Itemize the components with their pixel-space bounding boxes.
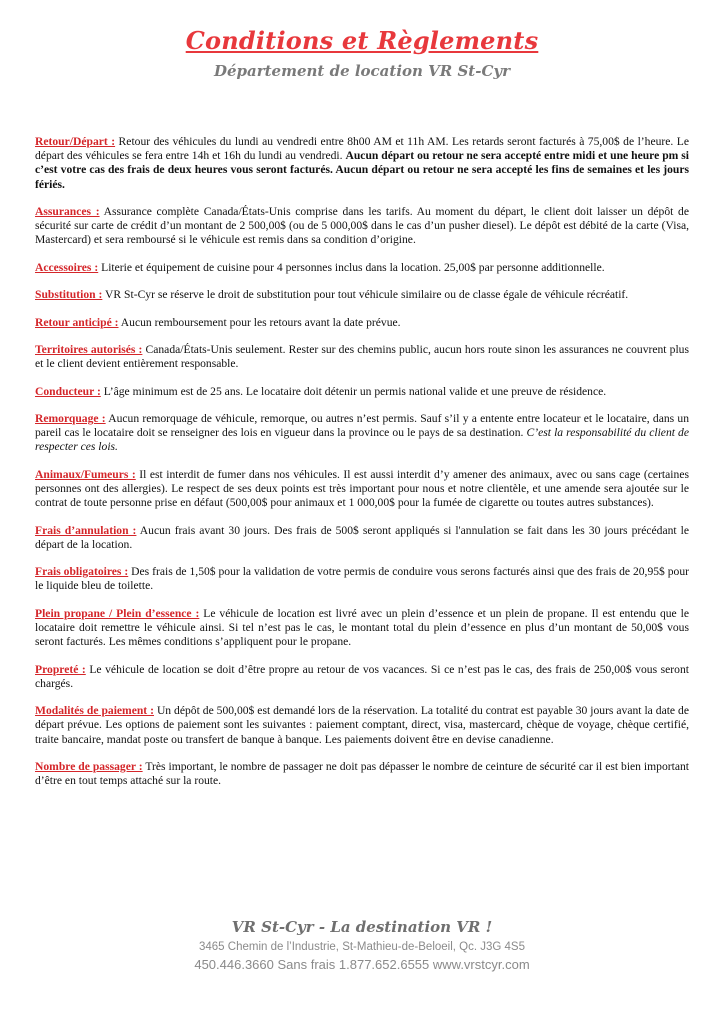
section-label: Accessoires : xyxy=(35,260,99,274)
section-text: Très important, le nombre de passager ne doit pas dépasser le nombre de ceinture de sécurité car il est bien important d’être en tout temps attaché sur la route. xyxy=(35,759,690,788)
section-modalites-paiement xyxy=(35,704,689,747)
section-assurances xyxy=(35,205,689,248)
section-label: Nombre de passager : xyxy=(35,759,143,773)
section-retour-depart xyxy=(35,135,689,192)
section-label: Conducteur : xyxy=(35,384,101,398)
section-label: Animaux/Fumeurs : xyxy=(35,467,136,481)
section-label: Frais obligatoires : xyxy=(35,565,129,579)
section-frais-annulation xyxy=(35,524,689,552)
footer-address: 3465 Chemin de l’Industrie, St-Mathieu-de-Beloeil, Qc. J3G 4S5 xyxy=(199,941,525,953)
section-text: Assurance complète Canada/États-Unis comprise dans les tarifs. Au moment du départ, le client doit laisser un dépôt de sécurité sur carte de crédit d’un montant de 2 500,00$ (ou de 5 000,00$ dans le cas d’un pusher diesel). Le dépôt est débité de la carte (Visa, Mastercard) et sera remboursé si le véhicule est remis dans sa condition d’origine. xyxy=(35,205,689,247)
section-text: Le véhicule de location se doit d’être propre au retour de vos vacances. Si ce n’est pas le cas, des frais de 250,00$ vous seront chargés. xyxy=(35,662,689,690)
footer-tagline: VR St-Cyr - La destination VR ! xyxy=(231,918,493,936)
section-text: Le véhicule de location est livré avec un plein d’essence et un plein de propane. Il est entendu que le locataire doit remettre le véhicule ainsi. Si tel n’est pas le cas, le montant total du plein d’essence en plus d’un montant de 50,00$ vous seront facturés. Les mêmes conditions s’appliquent pour le propane. xyxy=(35,606,689,649)
section-label: Territoires autorisés : xyxy=(35,342,143,356)
section-label: Remorquage : xyxy=(35,411,106,425)
section-label: Retour/Départ : xyxy=(35,135,116,148)
section-frais-obligatoires xyxy=(35,565,689,593)
section-proprete xyxy=(35,663,689,691)
footer-contact: 450.446.3660 Sans frais 1.877.652.6555 www.vrstcyr.com xyxy=(194,957,530,972)
section-text: Aucun frais avant 30 jours. Des frais de 500$ seront appliqués si l'annulation se fait dans les 30 jours précédant le départ de la location. xyxy=(35,523,689,551)
section-text: Aucun remorquage de véhicule, remorque, ou autres n’est permis. Sauf s’il y a entente entre locateur et le locataire, dans un pareil cas le locataire doit se renseigner des lois en vigueur dans la province ou le pays de sa destination. xyxy=(35,411,689,440)
section-text: Retour des véhicules du lundi au vendredi entre 8h00 AM et 11h AM. Les retards seront facturés à 75,00$ de l’heure. Le départ des véhicules se fera entre 14h et 16h du lundi au vendredi. xyxy=(35,135,689,163)
section-text: Des frais de 1,50$ pour la validation de votre permis de conduire vous serons facturés ainsi que des frais de 20,95$ pour le liquide bleu de toilette. xyxy=(35,565,690,593)
section-substitution xyxy=(35,288,689,302)
section-text: Il est interdit de fumer dans nos véhicules. Il est aussi interdit d’y amener des animaux, avec ou sans cage (certaines personnes ont des allergies). Le respect de ses deux points est très important pour nous et notre clientèle, et une amende sera ajoutée sur le contrat de toute personne prise en défaut (500,00$ pour animaux et 1 000,00$ pour la fumée de cigarette ou toutes autres substances). xyxy=(35,467,689,510)
section-label: Substitution : xyxy=(35,288,103,302)
section-nombre-passager xyxy=(35,760,689,788)
page-title: Conditions et Règlements xyxy=(185,26,539,55)
section-label: Plein propane / Plein d’essence : xyxy=(35,606,200,620)
section-text: Un dépôt de 500,00$ est demandé lors de la réservation. La totalité du contrat est payable 30 jours avant la date de départ prévue. Les options de paiement sont les suivantes : paiement comptant, direct, visa, mastercard, chèque de voyage, chèque certifié, traite bancaire, mandat poste ou transfert de banque à banque. Les paiements doivent être en devise canadienne. xyxy=(35,704,689,746)
section-conducteur xyxy=(35,385,689,399)
section-text: L’âge minimum est de 25 ans. Le locataire doit détenir un permis national valide et une preuve de résidence. xyxy=(100,384,607,398)
section-text: Canada/États-Unis seulement. Rester sur des chemins public, aucun hors route sinon les assurances ne couvrent plus et le client devient entièrement responsable. xyxy=(35,342,689,371)
section-plein-propane-essence xyxy=(35,607,689,650)
section-label: Frais d’annulation : xyxy=(35,523,137,537)
section-remorquage xyxy=(35,412,689,455)
section-label: Propreté : xyxy=(35,662,86,676)
conditions-list xyxy=(35,135,689,802)
section-text: Aucun remboursement pour les retours avant la date prévue. xyxy=(118,315,401,329)
section-bold-text: Aucun départ ou retour ne sera accepté entre midi et une heure pm si c’est votre cas des frais de deux heures vous seront facturés. Aucun départ ou retour ne sera accepté les fins de semaines et les jours fériés. xyxy=(35,149,689,191)
section-label: Retour anticipé : xyxy=(35,315,119,329)
section-label: Modalités de paiement : xyxy=(35,704,154,718)
section-label: Assurances : xyxy=(35,205,100,218)
section-territoires xyxy=(35,343,689,371)
section-italic-text: C’est la responsabilité du client de respecter ces lois. xyxy=(35,426,689,454)
page-subtitle: Département de location VR St-Cyr xyxy=(213,62,511,80)
section-animaux-fumeurs xyxy=(35,468,689,511)
section-retour-anticipe xyxy=(35,316,689,330)
section-accessoires xyxy=(35,261,689,275)
section-text: Literie et équipement de cuisine pour 4 personnes inclus dans la location. 25,00$ par personne additionnelle. xyxy=(98,260,605,274)
section-text: VR St-Cyr se réserve le droit de substitution pour tout véhicule similaire ou de classe égale de véhicule récréatif. xyxy=(102,288,629,302)
